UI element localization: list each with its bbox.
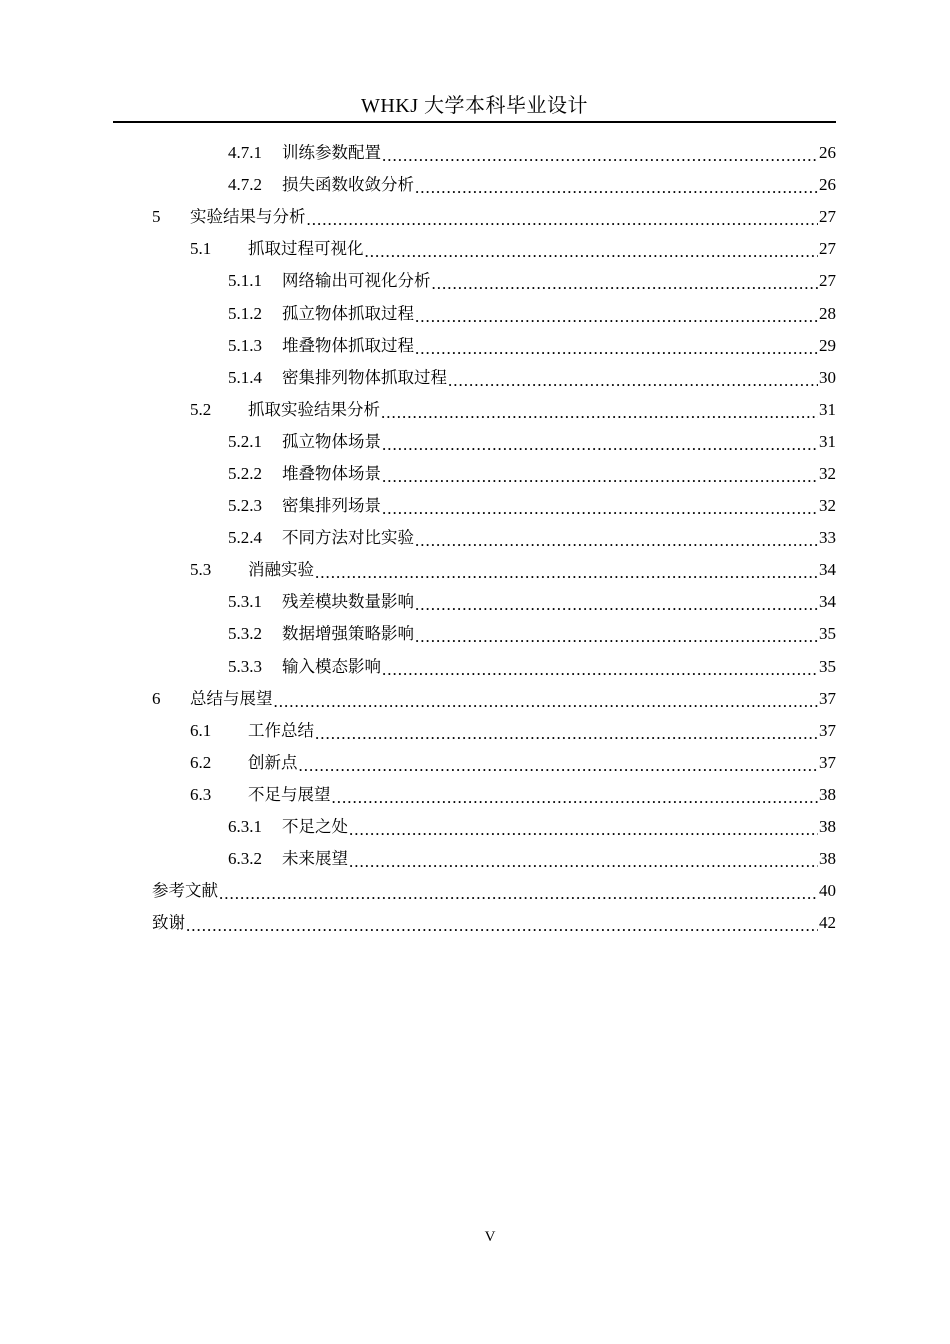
toc-entry-page: 42 bbox=[819, 913, 836, 933]
toc-entry-number: 5.3.3 bbox=[228, 656, 262, 676]
toc-entry-title: 不足与展望 bbox=[248, 784, 331, 804]
toc-entry-title: 参考文献 bbox=[152, 881, 218, 901]
toc-dot-leader bbox=[349, 814, 818, 846]
toc-entry-page: 35 bbox=[819, 656, 836, 676]
table-of-contents bbox=[0, 137, 950, 939]
toc-entry-number: 5.2.4 bbox=[228, 528, 262, 548]
toc-dot-leader bbox=[382, 654, 818, 686]
toc-entry-page: 28 bbox=[819, 303, 836, 323]
toc-entry-page: 31 bbox=[819, 431, 836, 451]
toc-dot-leader bbox=[415, 172, 818, 204]
toc-entry[interactable] bbox=[0, 169, 836, 201]
toc-entry[interactable] bbox=[0, 747, 836, 779]
toc-entry[interactable] bbox=[0, 490, 836, 522]
toc-entry-number: 5.1.4 bbox=[228, 367, 262, 387]
toc-dot-leader bbox=[274, 686, 819, 718]
toc-entry-number: 5.3.1 bbox=[228, 592, 262, 612]
toc-entry-number: 4.7.1 bbox=[228, 143, 262, 163]
toc-entry-page: 32 bbox=[819, 463, 836, 483]
toc-entry[interactable] bbox=[0, 522, 836, 554]
toc-entry-number: 5.1.1 bbox=[228, 271, 262, 291]
toc-entry-page: 38 bbox=[819, 784, 836, 804]
toc-dot-leader bbox=[415, 301, 818, 333]
toc-dot-leader bbox=[415, 621, 818, 653]
toc-entry-title: 不足之处 bbox=[282, 817, 348, 837]
toc-entry-number: 5.2.2 bbox=[228, 463, 262, 483]
toc-entry-number: 5.2.3 bbox=[228, 496, 262, 516]
toc-entry-page: 34 bbox=[819, 560, 836, 580]
toc-entry-number: 5.2.1 bbox=[228, 431, 262, 451]
toc-entry-page: 38 bbox=[819, 817, 836, 837]
toc-dot-leader bbox=[432, 268, 819, 300]
toc-entry-page: 32 bbox=[819, 496, 836, 516]
toc-entry[interactable] bbox=[0, 362, 836, 394]
toc-entry-title: 总结与展望 bbox=[190, 688, 273, 708]
toc-entry-title: 不同方法对比实验 bbox=[282, 528, 414, 548]
toc-entry-title: 损失函数收敛分析 bbox=[282, 175, 414, 195]
toc-entry[interactable] bbox=[0, 651, 836, 683]
toc-entry-title: 训练参数配置 bbox=[282, 143, 381, 163]
toc-dot-leader bbox=[382, 461, 818, 493]
toc-entry-page: 27 bbox=[819, 239, 836, 259]
toc-dot-leader bbox=[332, 782, 819, 814]
toc-dot-leader bbox=[382, 493, 818, 525]
toc-entry-title: 未来展望 bbox=[282, 849, 348, 869]
toc-entry-page: 37 bbox=[819, 688, 836, 708]
toc-entry-title: 堆叠物体抓取过程 bbox=[282, 335, 414, 355]
toc-dot-leader bbox=[349, 846, 818, 878]
toc-dot-leader bbox=[381, 397, 818, 429]
toc-entry[interactable] bbox=[0, 394, 836, 426]
toc-entry-title: 抓取实验结果分析 bbox=[248, 399, 380, 419]
toc-entry[interactable] bbox=[0, 779, 836, 811]
toc-dot-leader bbox=[382, 429, 818, 461]
toc-entry-title: 工作总结 bbox=[248, 720, 314, 740]
toc-entry-number: 6 bbox=[152, 688, 161, 708]
toc-dot-leader bbox=[415, 525, 818, 557]
toc-entry-number: 5.2 bbox=[190, 399, 212, 419]
toc-entry-page: 26 bbox=[819, 143, 836, 163]
toc-entry-number: 5 bbox=[152, 207, 161, 227]
toc-dot-leader bbox=[365, 236, 819, 268]
toc-dot-leader bbox=[299, 750, 819, 782]
toc-entry-number: 4.7.2 bbox=[228, 175, 262, 195]
toc-entry[interactable] bbox=[0, 330, 836, 362]
header-rule bbox=[113, 121, 836, 123]
toc-entry-page: 30 bbox=[819, 367, 836, 387]
toc-entry-page: 38 bbox=[819, 849, 836, 869]
toc-dot-leader bbox=[186, 910, 818, 942]
toc-entry-title: 密集排列场景 bbox=[282, 496, 381, 516]
toc-entry-number: 5.1 bbox=[190, 239, 212, 259]
toc-entry-title: 密集排列物体抓取过程 bbox=[282, 367, 447, 387]
toc-entry[interactable] bbox=[0, 715, 836, 747]
toc-dot-leader bbox=[415, 589, 818, 621]
toc-entry-number: 5.3.2 bbox=[228, 624, 262, 644]
page-header-title: WHKJ 大学本科毕业设计 bbox=[360, 95, 589, 117]
toc-entry-page: 37 bbox=[819, 720, 836, 740]
toc-entry[interactable] bbox=[0, 297, 836, 329]
toc-entry[interactable] bbox=[0, 554, 836, 586]
toc-entry-number: 6.3 bbox=[190, 784, 212, 804]
toc-entry-page: 26 bbox=[819, 175, 836, 195]
toc-entry-title: 消融实验 bbox=[248, 560, 314, 580]
toc-entry[interactable] bbox=[0, 426, 836, 458]
toc-entry[interactable] bbox=[0, 907, 836, 939]
toc-entry[interactable] bbox=[0, 458, 836, 490]
toc-entry-title: 抓取过程可视化 bbox=[248, 239, 364, 259]
toc-dot-leader bbox=[382, 140, 818, 172]
toc-entry[interactable] bbox=[0, 618, 836, 650]
toc-entry-title: 实验结果与分析 bbox=[190, 207, 306, 227]
toc-entry[interactable] bbox=[0, 811, 836, 843]
toc-entry-page: 27 bbox=[819, 271, 836, 291]
toc-dot-leader bbox=[307, 204, 819, 236]
toc-dot-leader bbox=[315, 557, 818, 589]
toc-entry[interactable] bbox=[0, 201, 836, 233]
toc-entry-page: 37 bbox=[819, 752, 836, 772]
toc-entry-number: 6.1 bbox=[190, 720, 212, 740]
toc-entry[interactable] bbox=[0, 683, 836, 715]
toc-entry[interactable] bbox=[0, 586, 836, 618]
toc-entry-page: 31 bbox=[819, 399, 836, 419]
toc-entry-title: 输入模态影响 bbox=[282, 656, 381, 676]
toc-entry[interactable] bbox=[0, 265, 836, 297]
toc-entry-title: 堆叠物体场景 bbox=[282, 463, 381, 483]
toc-dot-leader bbox=[448, 365, 818, 397]
toc-entry-page: 40 bbox=[819, 881, 836, 901]
page-number: V bbox=[484, 1229, 496, 1245]
toc-entry[interactable] bbox=[0, 875, 836, 907]
toc-dot-leader bbox=[415, 333, 818, 365]
toc-entry-page: 27 bbox=[819, 207, 836, 227]
toc-entry-page: 35 bbox=[819, 624, 836, 644]
toc-entry-title: 孤立物体场景 bbox=[282, 431, 381, 451]
toc-entry-number: 5.3 bbox=[190, 560, 212, 580]
toc-entry[interactable] bbox=[0, 137, 836, 169]
toc-entry[interactable] bbox=[0, 233, 836, 265]
toc-entry-title: 残差模块数量影响 bbox=[282, 592, 414, 612]
toc-entry-number: 6.3.1 bbox=[228, 817, 262, 837]
toc-entry[interactable] bbox=[0, 843, 836, 875]
toc-entry-title: 创新点 bbox=[248, 752, 298, 772]
toc-entry-number: 6.2 bbox=[190, 752, 212, 772]
toc-entry-number: 5.1.2 bbox=[228, 303, 262, 323]
toc-entry-title: 孤立物体抓取过程 bbox=[282, 303, 414, 323]
toc-entry-number: 6.3.2 bbox=[228, 849, 262, 869]
toc-entry-title: 数据增强策略影响 bbox=[282, 624, 414, 644]
toc-entry-page: 33 bbox=[819, 528, 836, 548]
toc-entry-page: 29 bbox=[819, 335, 836, 355]
toc-dot-leader bbox=[315, 718, 818, 750]
toc-entry-page: 34 bbox=[819, 592, 836, 612]
toc-dot-leader bbox=[219, 878, 818, 910]
toc-entry-title: 网络输出可视化分析 bbox=[282, 271, 431, 291]
toc-entry-title: 致谢 bbox=[152, 913, 185, 933]
toc-entry-number: 5.1.3 bbox=[228, 335, 262, 355]
